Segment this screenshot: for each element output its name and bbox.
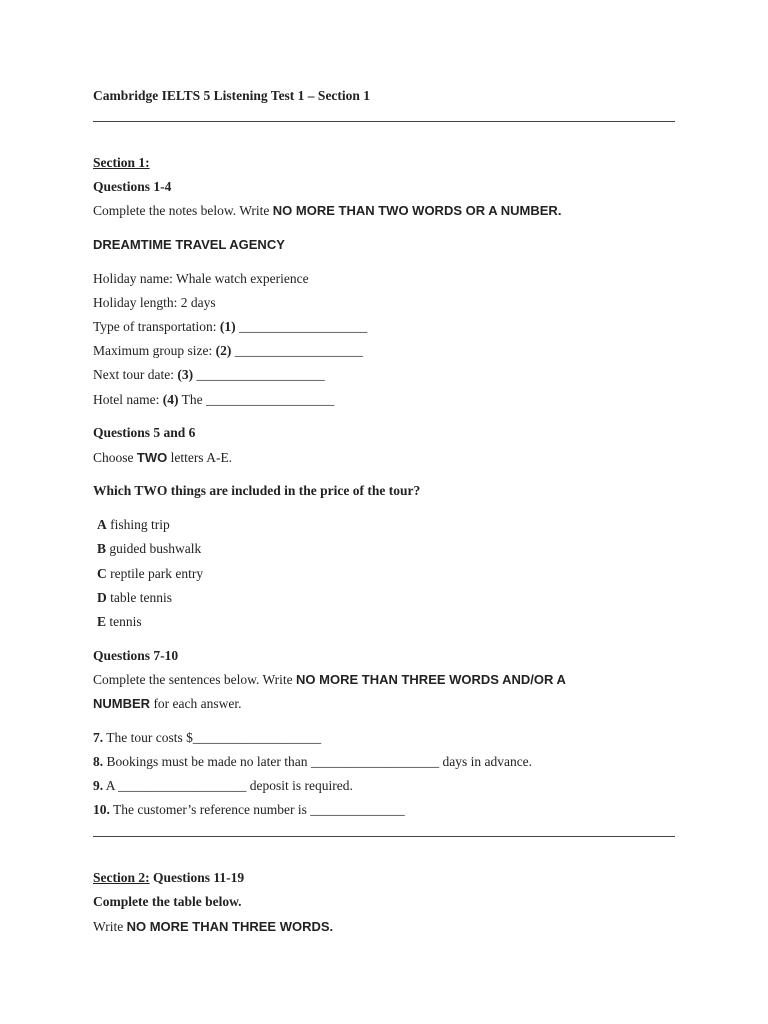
instruction-text: Complete the notes below. Write <box>93 203 273 218</box>
section2-instruction: Complete the table below. <box>93 894 242 909</box>
questions-5-6-label: Questions 5 and 6 <box>93 425 196 440</box>
instruction-text: letters A-E. <box>167 450 233 465</box>
option-letter: E <box>97 614 107 629</box>
agency-title: DREAMTIME TRAVEL AGENCY <box>93 237 285 252</box>
question-number: (3) <box>177 367 194 382</box>
question-number: (2) <box>215 343 232 358</box>
option-c <box>97 565 203 583</box>
note-label: Type of transportation: <box>93 319 220 334</box>
note-tour-date <box>93 366 325 384</box>
question-number: 9. <box>93 778 104 793</box>
instruction-emphasis: NUMBER <box>93 696 151 711</box>
note-hotel-name <box>93 391 334 409</box>
option-letter: B <box>97 541 107 556</box>
sentence-10 <box>93 801 405 819</box>
answer-blank: ___________________ <box>231 343 363 358</box>
questions-7-10-label: Questions 7-10 <box>93 648 179 663</box>
instruction-text: for each answer. <box>150 696 242 711</box>
instruction-emphasis: NO MORE THAN THREE WORDS AND/OR A <box>296 672 566 687</box>
option-text: tennis <box>106 614 142 629</box>
sentence-9 <box>93 777 353 795</box>
sentence-text: The tour costs $___________________ <box>103 730 322 745</box>
sentence-text: A ___________________ deposit is required. <box>103 778 353 793</box>
questions-1-4-label: Questions 1-4 <box>93 179 172 194</box>
instruction-text: Complete the sentences below. Write <box>93 672 297 687</box>
questions-5-6-question: Which TWO things are included in the price of the tour? <box>93 483 421 498</box>
section2-word-limit <box>93 918 333 936</box>
option-a <box>97 516 170 534</box>
option-e <box>97 613 142 631</box>
sentence-text: Bookings must be made no later than ___________________ days in advance. <box>103 754 533 769</box>
question-number: 7. <box>93 730 104 745</box>
note-label: Hotel name: <box>93 392 163 407</box>
option-d <box>97 589 172 607</box>
note-label: Maximum group size: <box>93 343 216 358</box>
questions-5-6-instructions <box>93 449 232 467</box>
questions-7-10-instructions-cont <box>93 695 242 713</box>
divider <box>93 836 675 837</box>
section2-title: Section 2: <box>93 870 150 885</box>
instruction-emphasis: TWO <box>136 450 168 465</box>
instruction-text: Choose <box>93 450 137 465</box>
answer-blank: ___________________ <box>193 367 325 382</box>
option-letter: C <box>97 566 107 581</box>
questions-7-10-instructions <box>93 671 566 689</box>
option-text: fishing trip <box>106 517 170 532</box>
divider <box>93 121 675 122</box>
answer-blank: The ___________________ <box>178 392 335 407</box>
option-text: guided bushwalk <box>106 541 202 556</box>
option-text: reptile park entry <box>106 566 204 581</box>
option-letter: A <box>97 517 107 532</box>
section2-heading <box>93 869 244 887</box>
note-holiday-length: Holiday length: 2 days <box>93 295 216 310</box>
sentence-text: The customer’s reference number is ______________ <box>109 802 405 817</box>
note-holiday-name: Holiday name: Whale watch experience <box>93 271 309 286</box>
question-number: 8. <box>93 754 104 769</box>
option-text: table tennis <box>106 590 172 605</box>
questions-1-4-instructions <box>93 202 561 220</box>
sentence-7 <box>93 729 321 747</box>
option-letter: D <box>97 590 107 605</box>
document-title: Cambridge IELTS 5 Listening Test 1 – Section 1 <box>93 88 371 103</box>
section1-heading: Section 1: <box>93 155 150 170</box>
note-transportation <box>93 318 367 336</box>
answer-blank: ___________________ <box>235 319 368 334</box>
question-number: 10. <box>93 802 110 817</box>
instruction-emphasis: NO MORE THAN TWO WORDS OR A NUMBER. <box>272 203 562 218</box>
instruction-emphasis: NO MORE THAN THREE WORDS. <box>126 919 334 934</box>
questions-11-19-label: Questions 11-19 <box>149 870 245 885</box>
note-group-size <box>93 342 363 360</box>
question-number: (1) <box>219 319 236 334</box>
sentence-8 <box>93 753 532 771</box>
note-label: Next tour date: <box>93 367 178 382</box>
option-b <box>97 540 201 558</box>
question-number: (4) <box>162 392 179 407</box>
instruction-text: Write <box>93 919 127 934</box>
